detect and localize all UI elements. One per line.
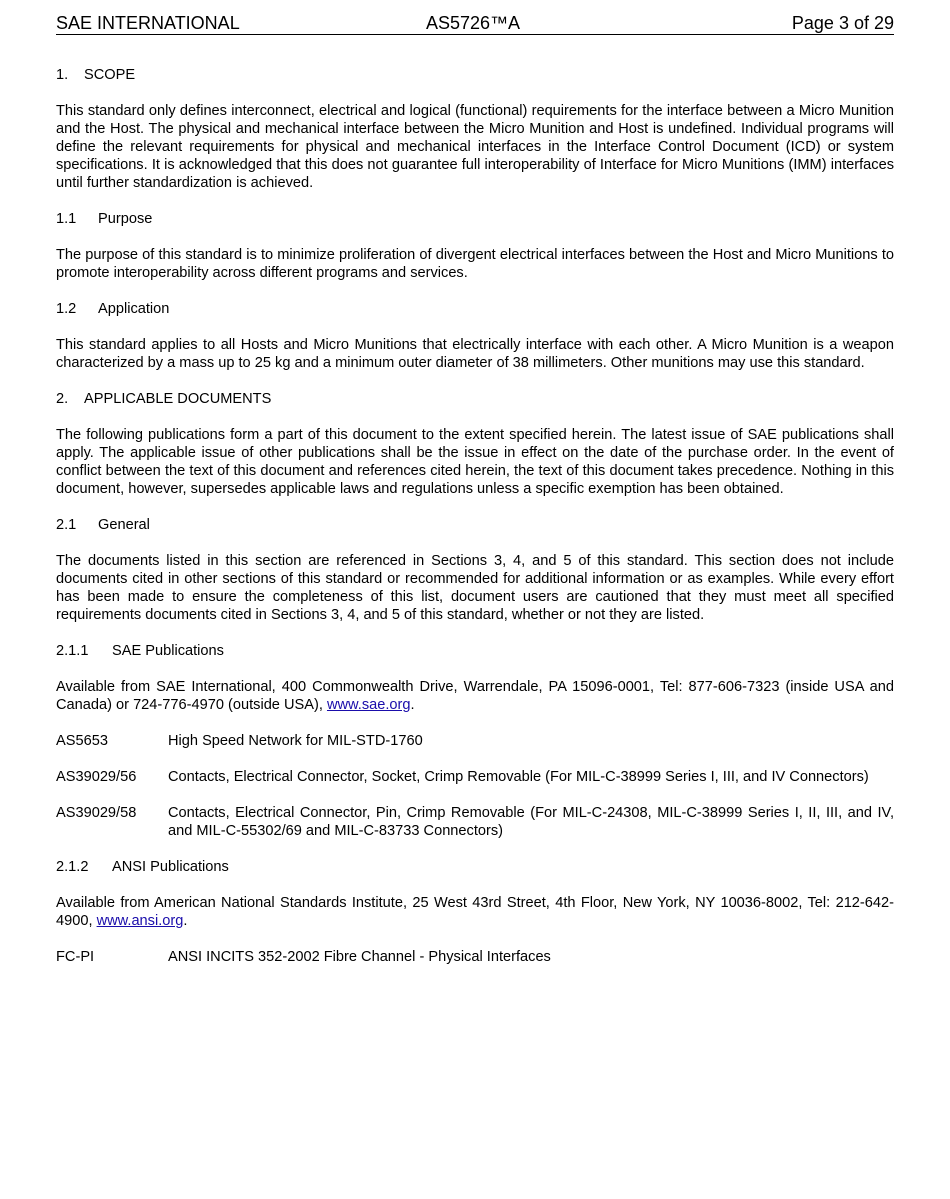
period: .: [410, 697, 415, 713]
reference-description: Contacts, Electrical Connector, Pin, Crimp Removable (For MIL-C-24308, MIL-C-38999 Series I, II, III, and IV, and MIL-C-55302/69 and MIL-C-83733 Connectors): [168, 805, 894, 839]
availability-text: Available from American National Standards Institute, 25 West 43rd Street, 4th Floor, New York, NY 10036-8002, Tel: 212-642-4900,: [56, 895, 894, 929]
section-number: 2.1.2: [56, 859, 89, 875]
section-1-1-heading: [56, 210, 894, 228]
section-2-1-1-text: [56, 678, 894, 714]
reference-code: FC-PI: [56, 949, 95, 965]
section-2-1-text: The documents listed in this section are referenced in Sections 3, 4, and 5 of this standard. This section does not include documents cited in other sections of this standard or recommended for additional information or as examples. While every effort has been made to ensure the completeness of this list, document users are cautioned that they must meet all specified requirements documents cited in Sections 3, 4, and 5 of this standard, whether or not they are listed.: [56, 553, 894, 623]
section-1-2-text: This standard applies to all Hosts and Micro Munitions that electrically interface with each other. A Micro Munition is a weapon characterized by a mass up to 25 kg and a minimum outer diameter of 38 millimeters. Other munitions may use this standard.: [56, 337, 894, 371]
section-number: 2.1: [56, 517, 77, 533]
section-title: Application: [98, 301, 170, 317]
sae-website-link[interactable]: www.sae.org: [326, 697, 411, 713]
reference-code: AS39029/58: [56, 805, 137, 821]
section-title: SAE Publications: [112, 643, 224, 659]
section-title: ANSI Publications: [112, 859, 229, 875]
section-number: 2.: [56, 391, 69, 407]
section-title: General: [98, 517, 150, 533]
section-2-1-2-heading: [56, 858, 894, 876]
header-page-number: Page 3 of 29: [791, 13, 894, 33]
document-body: [56, 66, 894, 966]
section-2-heading: [56, 390, 894, 408]
header-org: SAE INTERNATIONAL: [56, 13, 240, 33]
reference-entry: [56, 948, 894, 966]
reference-code: AS39029/56: [56, 769, 137, 785]
reference-code: AS5653: [56, 733, 108, 749]
section-1-1-text: The purpose of this standard is to minimize proliferation of divergent electrical interfaces between the Host and Micro Munitions to promote interoperability across different programs and services.: [56, 247, 894, 281]
reference-entry: [56, 804, 894, 840]
section-number: 1.1: [56, 211, 77, 227]
reference-description: High Speed Network for MIL-STD-1760: [168, 733, 423, 749]
section-title: SCOPE: [84, 67, 136, 83]
ansi-website-link[interactable]: www.ansi.org: [96, 913, 184, 929]
section-2-text: The following publications form a part of this document to the extent specified herein. The latest issue of SAE publications shall apply. The applicable issue of other publications shall be the issue in effect on the date of the purchase order. In the event of conflict between the text of this document and references cited herein, the text of this document takes precedence. Nothing in this document, however, supersedes applicable laws and regulations unless a specific exemption has been obtained.: [56, 427, 894, 497]
section-2-1-heading: [56, 516, 894, 534]
section-2-1-1-heading: [56, 642, 894, 660]
section-2-1-2-text: [56, 894, 894, 930]
section-1-2-heading: [56, 300, 894, 318]
reference-description: ANSI INCITS 352-2002 Fibre Channel - Physical Interfaces: [168, 949, 551, 965]
section-1-heading: [56, 66, 894, 84]
section-1-text: This standard only defines interconnect, electrical and logical (functional) requirements for the interface between a Micro Munition and the Host. The physical and mechanical interface between the Micro Munition and Host is undefined. Individual programs will define the relevant requirements for physical and mechanical interfaces in the Interface Control Document (ICD) or system specifications. It is acknowledged that this does not guarantee full interoperability of Interface for Micro Munitions (IMM) interfaces until further standardization is achieved.: [56, 103, 894, 191]
section-number: 1.: [56, 67, 69, 83]
availability-text: Available from SAE International, 400 Commonwealth Drive, Warrendale, PA 15096-0001, Tel: 877-606-7323 (inside USA and Canada) or 724-776-4970 (outside USA),: [56, 679, 894, 713]
reference-entry: [56, 768, 894, 786]
section-title: Purpose: [98, 211, 153, 227]
page-header: [56, 12, 894, 35]
reference-description: Contacts, Electrical Connector, Socket, Crimp Removable (For MIL-C-38999 Series I, III, and IV Connectors): [168, 769, 869, 785]
period: .: [183, 913, 188, 929]
section-number: 2.1.1: [56, 643, 89, 659]
header-doc-number: AS5726™A: [426, 13, 521, 33]
section-title: APPLICABLE DOCUMENTS: [84, 391, 272, 407]
section-number: 1.2: [56, 301, 77, 317]
reference-entry: [56, 732, 894, 750]
